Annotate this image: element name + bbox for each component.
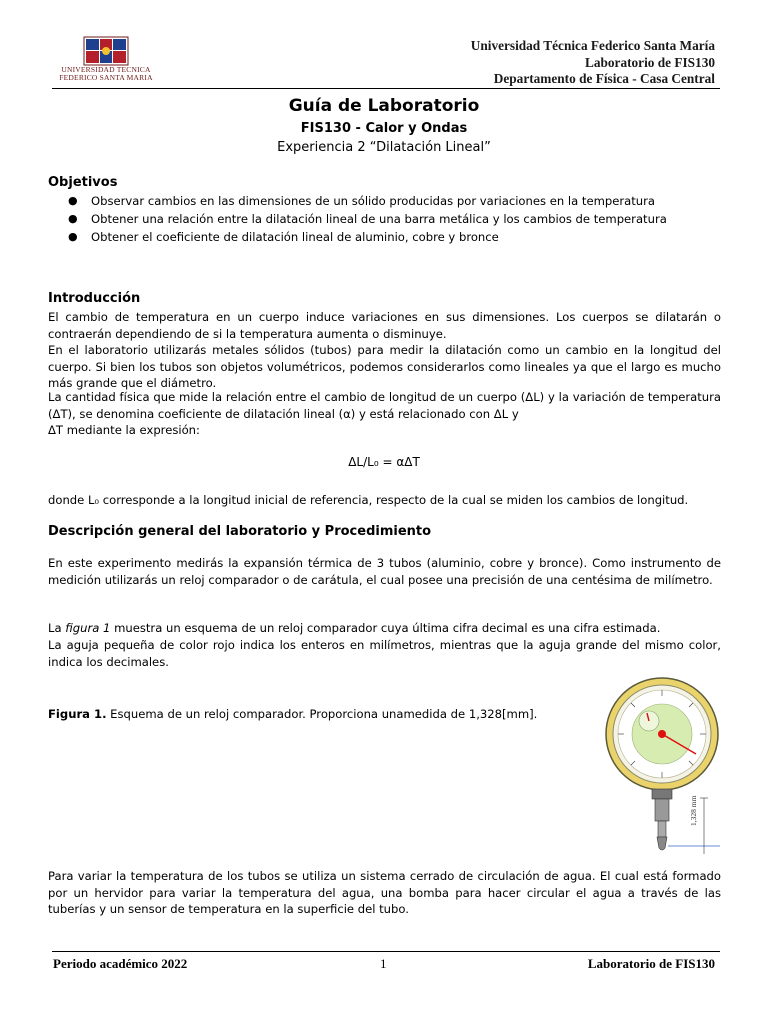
bullet-icon: ● <box>68 194 78 207</box>
footer-lab: Laboratorio de FIS130 <box>587 956 715 971</box>
introduction-heading: Introducción <box>48 291 141 306</box>
footer-period: Periodo académico 2022 <box>53 956 188 971</box>
header-university: Universidad Técnica Federico Santa María <box>470 38 715 53</box>
text-span: La <box>48 621 66 635</box>
dimension-label: 1,328 mm <box>689 795 698 826</box>
procedure-heading: Descripción general del laboratorio y Procedimiento <box>48 524 432 539</box>
procedure-paragraph-4: Para variar la temperatura de los tubos se utiliza un sistema cerrado de circulación de agua. El cual está formado por un hervidor para variar la temperatura del agua, una bomba para hacer circular el agua a través de las tuberías y un sensor de temperatura en la superficie del tubo. <box>48 869 721 917</box>
course-title: FIS130 - Calor y Ondas <box>300 121 468 136</box>
intro-paragraph-4: ΔT mediante la expresión: <box>48 423 200 437</box>
intro-paragraph-5: donde L₀ corresponde a la longitud inicial de referencia, respecto de la cual se miden los cambios de longitud. <box>48 493 689 507</box>
university-crest-icon <box>83 36 129 66</box>
text-span: muestra un esquema de un reloj comparador cuya última cifra decimal es una cifra estimada. <box>110 621 661 635</box>
procedure-paragraph-3: La aguja pequeña de color rojo indica los enteros en milímetros, mientras que la aguja grande del mismo color, indica los decimales. <box>48 638 721 669</box>
bullet-icon: ● <box>68 230 78 243</box>
bullet-icon: ● <box>68 212 78 225</box>
list-item <box>48 192 667 210</box>
header-department: Departamento de Física - Casa Central <box>493 71 715 86</box>
list-item <box>48 210 667 228</box>
experience-title: Experiencia 2 “Dilatación Lineal” <box>277 140 491 155</box>
page-title: Guía de Laboratorio <box>288 96 480 116</box>
header-lab: Laboratorio de FIS130 <box>584 54 715 70</box>
dial-indicator-icon <box>596 676 730 872</box>
logo-text-line-1: UNIVERSIDAD TECNICA <box>61 65 151 74</box>
figure-label: Figura 1. <box>48 707 107 721</box>
figure-reference: figura 1 <box>65 621 111 635</box>
figure-caption-text: Esquema de un reloj comparador. Proporciona unamedida de 1,328[mm]. <box>106 707 538 721</box>
header-rule <box>52 88 720 89</box>
objectives-heading: Objetivos <box>48 175 118 190</box>
dilation-formula: ΔL/L₀ = αΔT <box>348 455 420 469</box>
university-logo <box>52 36 160 86</box>
intro-paragraph-1: El cambio de temperatura en un cuerpo induce variaciones en sus dimensiones. Los cuerpos se dilatarán o contraerán dependiendo de si la temperatura aumenta o disminuye. <box>48 310 721 341</box>
procedure-paragraph-2 <box>48 620 721 637</box>
footer-rule <box>52 951 720 952</box>
page-number: 1 <box>380 956 387 971</box>
list-item <box>48 228 667 246</box>
procedure-paragraph-1: En este experimento medirás la expansión térmica de 3 tubos (aluminio, cobre y bronce). Como instrumento de medición utilizarás un reloj comparador o de carátula, el cual posee una precisión de una centésima de milímetro. <box>48 556 721 587</box>
intro-paragraph-2: En el laboratorio utilizarás metales sólidos (tubos) para medir la dilatación como un cambio en la longitud del cuerpo. Si bien los tubos son objetos volumétricos, podemos considerarlos como lineales ya que el largo es mucho más grande que el diámetro. <box>48 343 721 391</box>
objective-text: Obtener una relación entre la dilatación lineal de una barra metálica y los cambios de temperatura <box>91 212 667 226</box>
objective-text: Obtener el coeficiente de dilatación lineal de aluminio, cobre y bronce <box>91 230 499 244</box>
objectives-list <box>48 192 667 246</box>
figure-caption <box>48 707 537 721</box>
dial-gauge-figure <box>596 676 730 872</box>
logo-text-line-2: FEDERICO SANTA MARIA <box>59 73 153 82</box>
intro-paragraph-3: La cantidad física que mide la relación entre el cambio de longitud de un cuerpo (ΔL) y la variación de temperatura (ΔT), se denomina coeficiente de dilatación lineal (α) y está relacionado con ΔL y <box>48 390 721 421</box>
header-info <box>385 38 715 88</box>
objective-text: Observar cambios en las dimensiones de un sólido producidas por variaciones en la temperatura <box>91 194 656 208</box>
